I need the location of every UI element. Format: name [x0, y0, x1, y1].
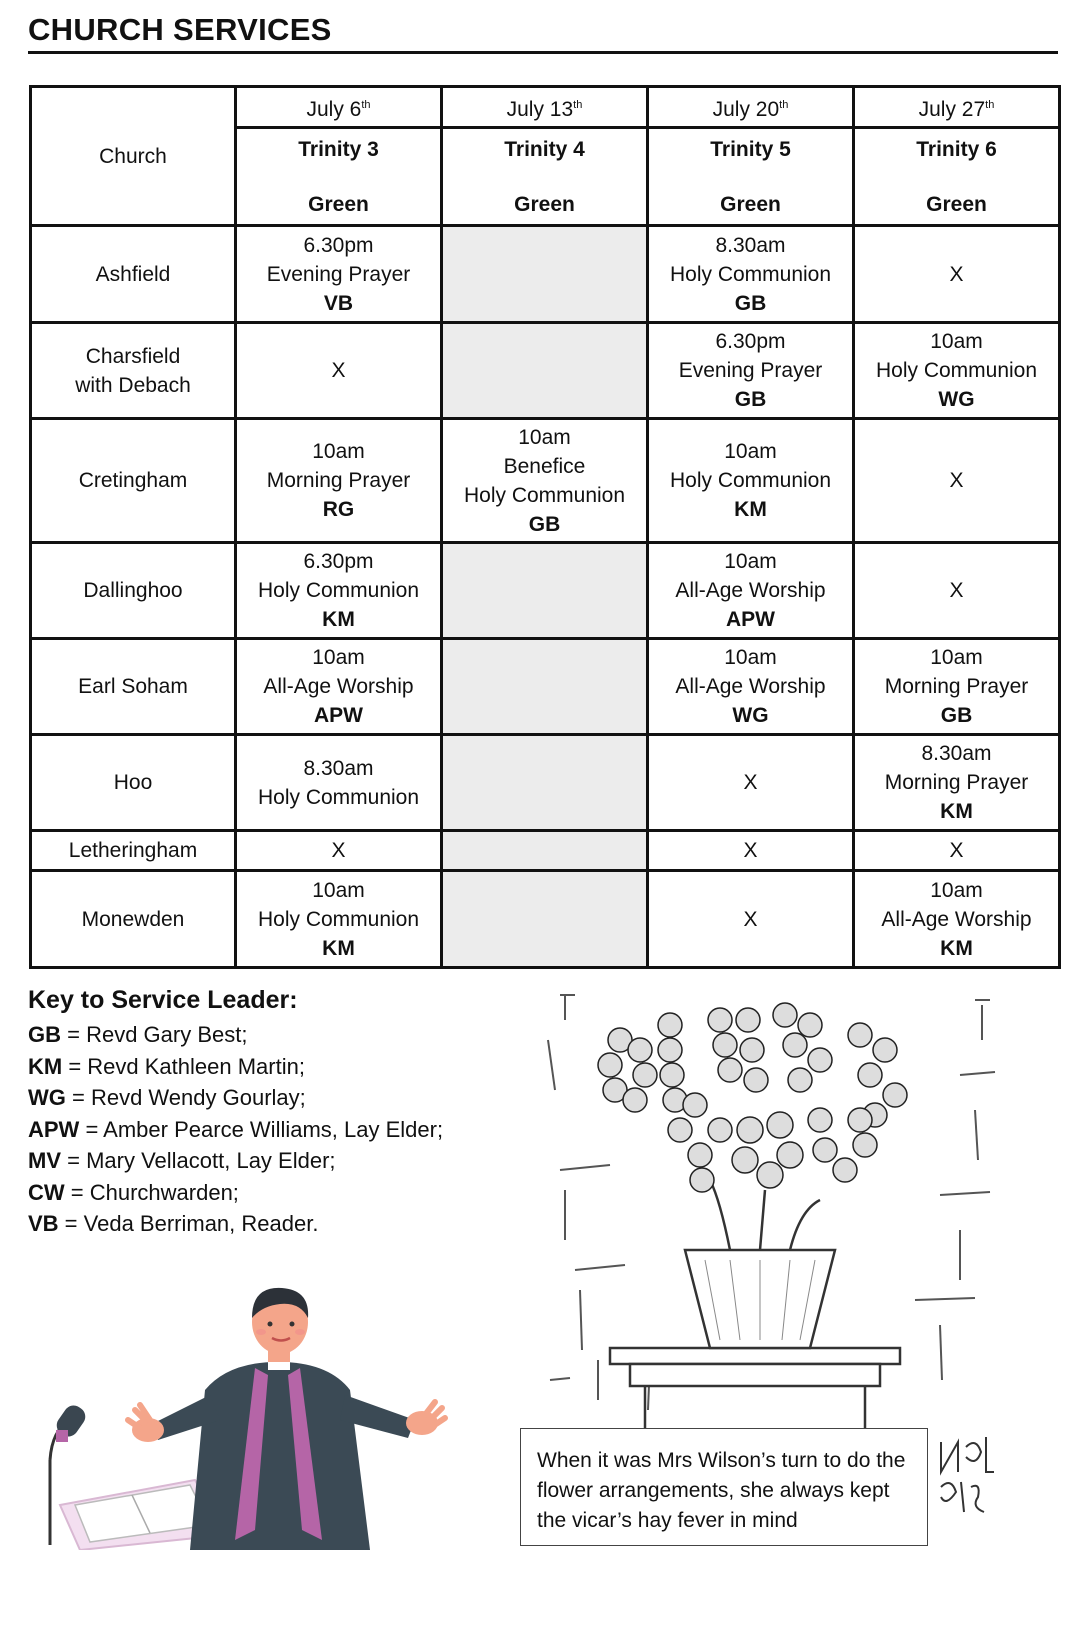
church-row [31, 323, 1060, 419]
liturgical-colour: Green [720, 192, 781, 216]
date-row [31, 87, 1060, 128]
service-service: Holy Communion [669, 262, 832, 286]
service-leader: GB [528, 512, 561, 536]
service-service: Holy Communion [669, 469, 832, 492]
service-leader: VB [323, 291, 354, 315]
service-cell [442, 871, 648, 968]
church-name: Earl Soham [31, 639, 236, 735]
service-time: 10am [312, 646, 365, 669]
service-cell [648, 871, 854, 968]
service-cell [236, 226, 442, 323]
vicar-illustration [30, 1280, 480, 1550]
church-column-header: Church [31, 87, 236, 226]
service-leader: GB [734, 388, 767, 411]
cartoon-caption: When it was Mrs Wilson’s turn to do the flower arrangements, she always kept the vicar’s hay fever in mind [520, 1428, 928, 1546]
church-name: Hoo [31, 735, 236, 831]
church-name: Letheringham [31, 831, 236, 871]
date-header: July 27th [854, 87, 1060, 128]
service-leader: GB [734, 291, 767, 315]
key-item: CW = Churchwarden; [28, 1179, 239, 1205]
service-cell [854, 543, 1060, 639]
service-time: X [743, 907, 758, 931]
service-cell [648, 639, 854, 735]
service-cell [648, 226, 854, 323]
leader-key [28, 986, 498, 1240]
service-leader: KM [940, 936, 973, 960]
date-header: July 13th [442, 87, 648, 128]
service-cell [236, 543, 442, 639]
church-row [31, 226, 1060, 323]
service-cell [442, 735, 648, 831]
service-time: 10am [930, 330, 983, 353]
service-time: 10am [724, 440, 777, 463]
service-cell [236, 639, 442, 735]
service-service: All-Age Worship [675, 579, 826, 602]
service-time: 10am [312, 440, 365, 463]
service-time: 10am [518, 425, 571, 449]
service-cell [854, 639, 1060, 735]
service-time: 8.30am [921, 742, 992, 765]
service-cell [236, 735, 442, 831]
church-name: Charsfield with Debach [31, 323, 236, 419]
service-cell [854, 419, 1060, 543]
liturgical-colour: Green [308, 192, 369, 216]
service-time: X [949, 579, 964, 602]
service-time: 6.30pm [303, 233, 374, 257]
service-time: 10am [930, 646, 983, 669]
service-leader: APW [314, 704, 363, 727]
service-cell [442, 639, 648, 735]
flower-cluster [598, 1003, 907, 1192]
date-header: July 6th [236, 87, 442, 128]
service-leader: KM [322, 936, 355, 960]
service-service: All-Age Worship [675, 675, 826, 698]
sunday-header: Trinity 6 Green [854, 128, 1060, 226]
service-service: All-Age Worship [263, 675, 414, 698]
liturgical-colour: Green [926, 192, 987, 216]
key-item: KM = Revd Kathleen Martin; [28, 1053, 305, 1079]
service-time: 10am [312, 878, 365, 902]
service-leader: RG [322, 498, 355, 521]
cartoonist-signature [936, 1432, 996, 1522]
service-cell [442, 323, 648, 419]
service-cell [854, 323, 1060, 419]
sunday-header: Trinity 3 Green [236, 128, 442, 226]
service-time: 8.30am [303, 756, 374, 780]
service-leader: WG [732, 704, 769, 727]
service-service: Holy Communion [257, 579, 420, 602]
service-leader: APW [726, 608, 775, 631]
service-time: X [743, 771, 758, 794]
service-cell [648, 323, 854, 419]
service-cell [854, 735, 1060, 831]
service-service: Holy Communion [257, 785, 420, 809]
service-cell [648, 831, 854, 871]
service-leader: GB [940, 704, 973, 727]
service-service: Evening Prayer [266, 262, 411, 286]
church-name: Dallinghoo [31, 543, 236, 639]
church-name: Ashfield [31, 226, 236, 323]
service-leader: KM [322, 608, 355, 631]
service-time: 10am [930, 878, 983, 902]
service-service: Benefice [503, 454, 586, 478]
service-leader: WG [938, 388, 975, 411]
service-cell [648, 543, 854, 639]
church-row [31, 419, 1060, 543]
service-extra: Holy Communion [463, 483, 626, 507]
service-time: X [331, 839, 346, 862]
service-service: Morning Prayer [884, 675, 1029, 698]
service-cell [442, 831, 648, 871]
sunday-header: Trinity 5 Green [648, 128, 854, 226]
church-name: Monewden [31, 871, 236, 968]
service-leader: KM [734, 498, 767, 521]
sunday-header: Trinity 4 Green [442, 128, 648, 226]
service-cell [854, 831, 1060, 871]
service-time: X [949, 469, 964, 492]
service-cell [648, 735, 854, 831]
service-service: Morning Prayer [884, 771, 1029, 794]
service-time: 10am [724, 646, 777, 669]
service-cell [854, 871, 1060, 968]
service-time: 10am [724, 550, 777, 573]
service-service: Holy Communion [257, 907, 420, 931]
service-time: X [949, 839, 964, 862]
key-item: GB = Revd Gary Best; [28, 1022, 248, 1047]
key-item: MV = Mary Vellacott, Lay Elder; [28, 1148, 336, 1173]
service-cell [442, 226, 648, 323]
church-row [31, 735, 1060, 831]
key-item: APW = Amber Pearce Williams, Lay Elder; [28, 1116, 444, 1142]
title-rule [28, 51, 1058, 54]
key-item: WG = Revd Wendy Gourlay; [28, 1085, 306, 1110]
service-cell [236, 323, 442, 419]
service-cell [854, 226, 1060, 323]
service-cell [442, 419, 648, 543]
service-cell [236, 871, 442, 968]
service-time: 6.30pm [715, 330, 786, 353]
key-title: Key to Service Leader: [28, 986, 298, 1014]
service-service: Holy Communion [875, 359, 1038, 382]
service-cell [442, 543, 648, 639]
date-header: July 20th [648, 87, 854, 128]
service-time: X [331, 359, 346, 382]
service-time: X [743, 839, 758, 862]
service-time: X [949, 262, 964, 286]
liturgical-colour: Green [514, 192, 575, 216]
services-table [29, 85, 1061, 969]
church-row [31, 543, 1060, 639]
church-row [31, 831, 1060, 871]
service-time: 8.30am [715, 233, 786, 257]
service-service: Morning Prayer [266, 469, 411, 492]
page-title: CHURCH SERVICES [28, 12, 332, 47]
church-row [31, 639, 1060, 735]
church-row [31, 871, 1060, 968]
church-name: Cretingham [31, 419, 236, 543]
service-cell [236, 419, 442, 543]
service-service: Evening Prayer [678, 359, 823, 382]
service-time: 6.30pm [303, 550, 374, 573]
key-item: VB = Veda Berriman, Reader. [28, 1211, 319, 1236]
service-service: All-Age Worship [881, 907, 1032, 931]
service-cell [236, 831, 442, 871]
service-leader: KM [940, 800, 973, 823]
service-cell [648, 419, 854, 543]
